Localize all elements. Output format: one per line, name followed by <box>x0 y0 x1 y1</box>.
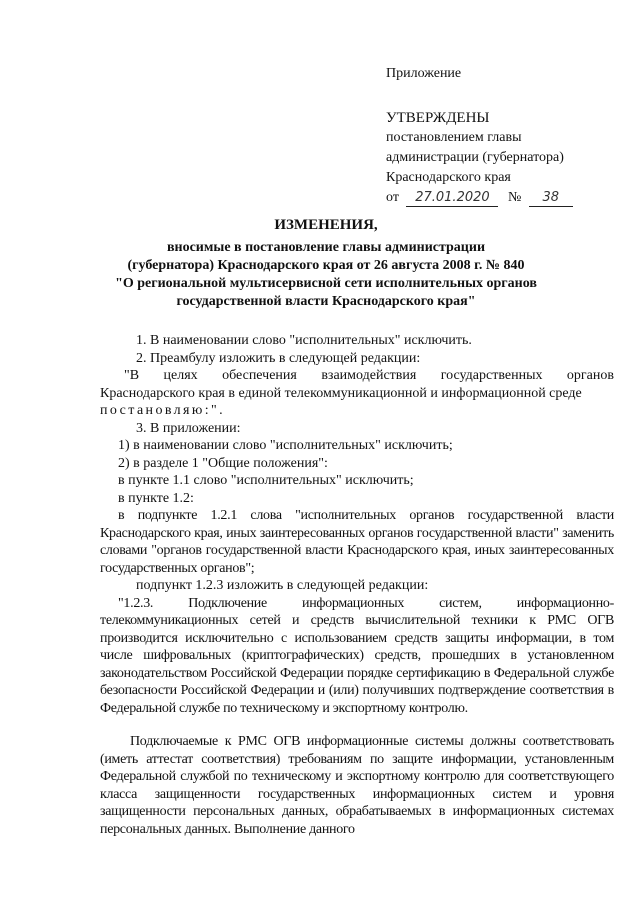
paragraph-9: в подпункте 1.2.1 слова "исполнительных органов государственной власти Краснодарского края, иных заинтересованных органов государственной власти" заменить словами "органов государственной власти Краснодарского края, иных заинтересованных государственных органов"; <box>100 508 614 576</box>
paragraph-3a: "В целях обеспечения взаимодействия государственных органов <box>124 368 614 383</box>
paragraph-7: в пункте 1.1 слово "исполнительных" исключить; <box>118 473 414 488</box>
title-line-1: вносимые в постановление главы администрации <box>166 240 486 255</box>
paragraph-1: 1. В наименовании слово "исполнительных" исключить. <box>136 333 472 348</box>
handwritten-date: 27.01.2020 <box>406 190 498 207</box>
handwritten-number: 38 <box>529 190 573 207</box>
paragraph-12: Подключаемые к РМС ОГВ информационные системы должны соответствовать (иметь аттестат соответствия) требованиям по защите информации, установленным Федеральной службой по техническому и экспортному контролю для соответствующего класса защищенности государственных информационных систем и уровня защищенности персональных данных, обрабатываемых в информационных системах персональных данных. Выполнение данного <box>100 734 614 837</box>
document-body <box>100 332 614 838</box>
paragraph-6: 2) в разделе 1 "Общие положения": <box>118 455 328 471</box>
title-line-2: (губернатора) Краснодарского края от 26 августа 2008 г. № 840 <box>127 258 525 273</box>
title-line-4: государственной власти Краснодарского края" <box>176 294 476 309</box>
approval-line-1: постановлением главы <box>386 130 522 145</box>
approval-line-3: Краснодарского края <box>386 170 511 185</box>
paragraph-5: 1) в наименовании слово "исполнительных" исключить; <box>118 438 453 453</box>
title-heading: ИЗМЕНЕНИЯ, <box>274 217 378 233</box>
approval-stamp <box>386 64 616 208</box>
from-label: от <box>386 190 399 205</box>
number-sign: № <box>507 190 522 205</box>
approval-date-row <box>386 188 616 208</box>
paragraph-3b: Краснодарского края в единой телекоммуникационной и информационной среде <box>100 385 582 401</box>
paragraph-2: 2. Преамбулу изложить в следующей редакции: <box>136 350 421 366</box>
document-title <box>96 215 556 311</box>
approval-line-2: администрации (губернатора) <box>386 150 564 165</box>
appendix-label: Приложение <box>386 66 462 81</box>
paragraph-8: в пункте 1.2: <box>118 490 194 506</box>
paragraph-3c: постановляю:". <box>100 403 226 418</box>
paragraph-11: "1.2.3. Подключение информационных систем, информационно-телекоммуникационных сетей и средств вычислительной техники к РМС ОГВ производится исключительно с использованием средств защиты информации, в том числе шифровальных (криптографических) средств, прошедших в установленном законодательством Российской Федерации порядке сертификацию в Федеральной службе безопасности Российской Федерации и (или) получивших подтверждение соответствия в Федеральной службе по техническому и экспортному контролю. <box>100 595 614 716</box>
paragraph-4: 3. В приложении: <box>136 420 241 436</box>
approved-label: УТВЕРЖДЕНЫ <box>386 110 490 126</box>
title-line-3: "О региональной мультисервисной сети исполнительных органов <box>115 276 537 291</box>
paragraph-10: подпункт 1.2.3 изложить в следующей редакции: <box>136 578 429 593</box>
